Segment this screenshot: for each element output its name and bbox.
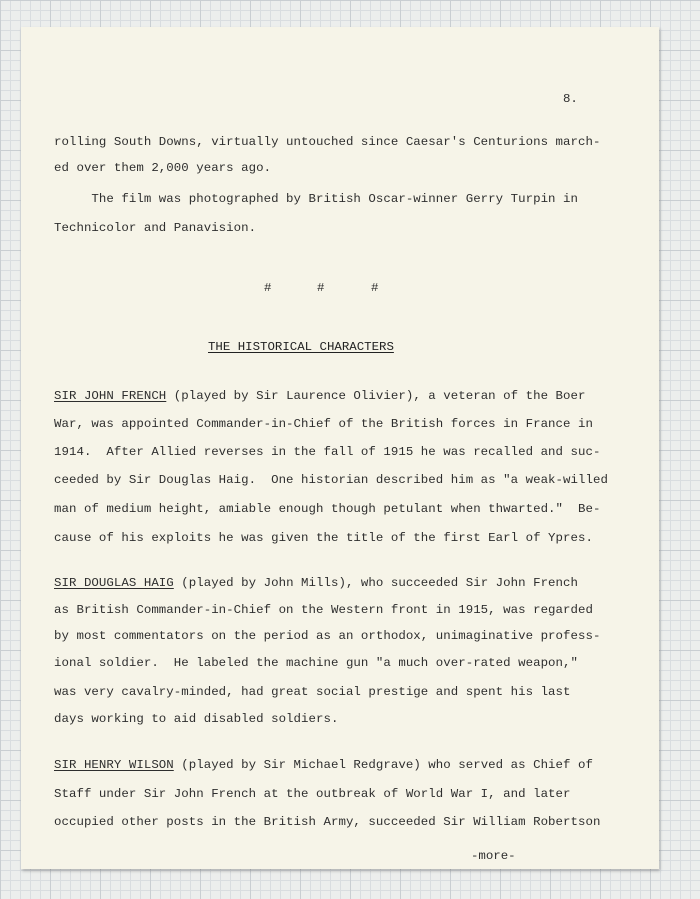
paragraph-first-line [54, 389, 586, 403]
intro-line: ed over them 2,000 years ago. [54, 161, 272, 175]
paragraph-text: (played by Sir Laurence Olivier), a veteran of the Boer [166, 389, 586, 403]
intro-line: The film was photographed by British Oscar-winner Gerry Turpin in [54, 192, 578, 206]
paragraph-text: (played by John Mills), who succeeded Sir John French [173, 576, 579, 590]
intro-line: rolling South Downs, virtually untouched since Caesar's Centurions march- [54, 135, 601, 149]
character-name: SIR DOUGLAS HAIG [54, 576, 174, 590]
separator-mark: # [371, 281, 379, 295]
paragraph-first-line [54, 576, 578, 590]
paragraph-line: was very cavalry-minded, had great social prestige and spent his last [54, 685, 571, 699]
typewritten-page [21, 27, 659, 869]
paragraph-line: War, was appointed Commander-in-Chief of the British forces in France in [54, 417, 593, 431]
paragraph-line: days working to aid disabled soldiers. [54, 712, 339, 726]
paragraph-line: as British Commander-in-Chief on the Western front in 1915, was regarded [54, 603, 593, 617]
paragraph-text: (played by Sir Michael Redgrave) who served as Chief of [173, 758, 593, 772]
paragraph-line: cause of his exploits he was given the title of the first Earl of Ypres. [54, 531, 593, 545]
paragraph-line: Staff under Sir John French at the outbreak of World War I, and later [54, 787, 571, 801]
page-number: 8. [563, 92, 578, 106]
paragraph-line: man of medium height, amiable enough though petulant when thwarted." Be- [54, 502, 601, 516]
paragraph-line: ceeded by Sir Douglas Haig. One historian described him as "a weak-willed [54, 473, 608, 487]
separator-mark: # [264, 281, 272, 295]
character-name: SIR JOHN FRENCH [54, 389, 167, 403]
section-heading: THE HISTORICAL CHARACTERS [208, 340, 394, 354]
paragraph-line: by most commentators on the period as an orthodox, unimaginative profess- [54, 629, 601, 643]
paragraph-line: occupied other posts in the British Army, succeeded Sir William Robertson [54, 815, 601, 829]
paragraph-first-line [54, 758, 593, 772]
paragraph-line: ional soldier. He labeled the machine gun "a much over-rated weapon," [54, 656, 578, 670]
separator-mark: # [317, 281, 325, 295]
paragraph-line: 1914. After Allied reverses in the fall of 1915 he was recalled and suc- [54, 445, 601, 459]
intro-line: Technicolor and Panavision. [54, 221, 257, 235]
continued-marker: -more- [471, 849, 516, 863]
character-name: SIR HENRY WILSON [54, 758, 174, 772]
